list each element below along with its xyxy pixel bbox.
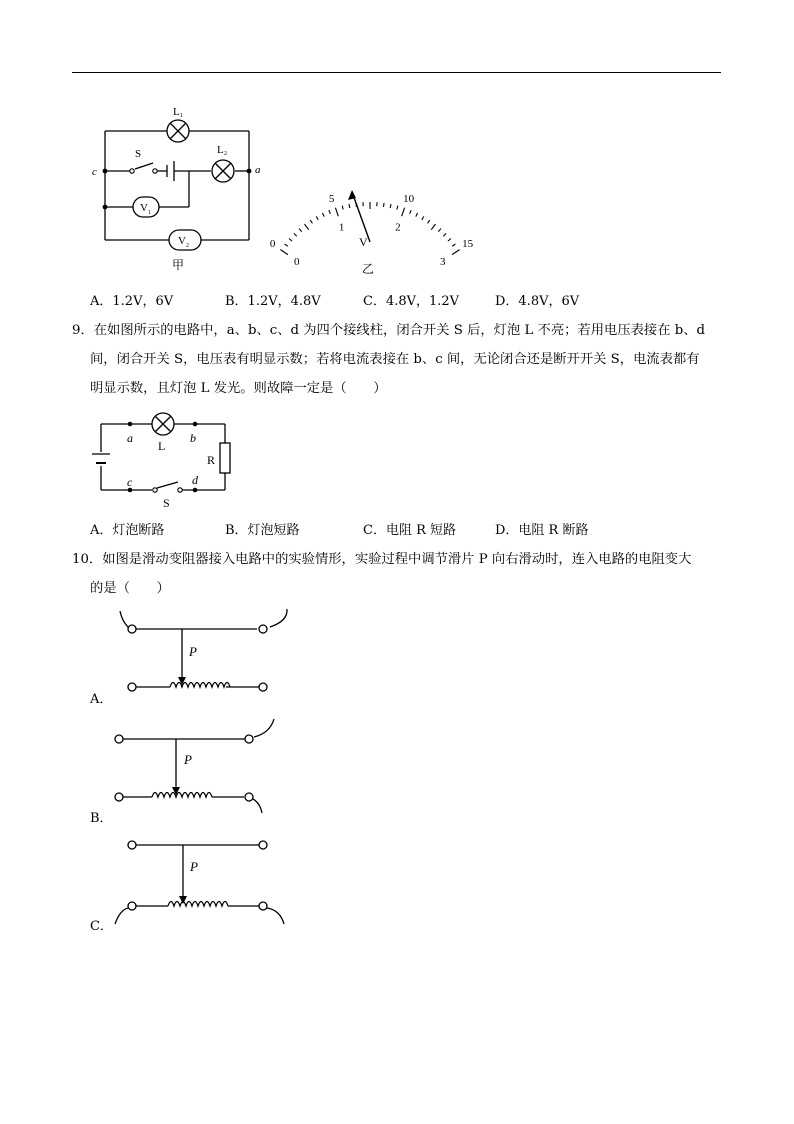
voltmeter-dial-figure [269, 160, 474, 280]
svg-text:L: L [158, 439, 166, 453]
svg-text:V: V [140, 202, 148, 214]
switch-contact-icon [130, 169, 134, 173]
dial-tick [402, 208, 405, 217]
dial-tick [397, 206, 398, 210]
q10-option-b[interactable]: B． [90, 811, 113, 826]
dial-tick [428, 220, 430, 223]
dial-tick [329, 210, 331, 214]
lamp-l2-icon [212, 160, 234, 182]
dial-tick [422, 216, 424, 219]
q9-option-c[interactable]: C．电阻 R 短路 [363, 523, 456, 538]
lamp-l1-icon [167, 120, 189, 142]
dial-tick [285, 244, 288, 246]
q9-option-a[interactable]: A．灯泡断路 [90, 523, 165, 538]
dial-label-top: 10 [403, 193, 415, 206]
resistor-r-icon [220, 443, 230, 473]
dial-tick [316, 216, 318, 219]
dial-tick [310, 220, 312, 223]
q9-option-d[interactable]: D．电阻 R 断路 [495, 523, 589, 538]
svg-text:d: d [192, 473, 198, 487]
rheostat-figure-a [112, 605, 292, 705]
rheostat-figure-b [112, 715, 292, 815]
dial-tick [335, 208, 338, 217]
switch-contact-icon [178, 488, 182, 492]
q8-option-d[interactable]: D．4.8V，6V [495, 294, 580, 309]
svg-text:P: P [190, 859, 198, 874]
svg-text:L: L [173, 106, 180, 118]
svg-text:S: S [135, 148, 142, 160]
voltmeter-v2-icon [169, 230, 201, 250]
dial-tick [438, 229, 441, 232]
q8-option-b[interactable]: B．1.2V，4.8V [225, 294, 321, 309]
dial-tick [342, 206, 343, 210]
dial-tick [448, 238, 451, 241]
svg-text:乙: 乙 [362, 262, 375, 276]
header-rule [72, 72, 721, 73]
question-10 [72, 545, 724, 603]
svg-text:b: b [190, 431, 196, 445]
q10-option-c[interactable]: C． [90, 919, 113, 934]
dial-tick [349, 204, 350, 208]
svg-text:c: c [127, 475, 133, 489]
svg-text:R: R [207, 453, 216, 467]
q10-line: 10．如图是滑动变阻器接入电路中的实验情形，实验过程中调节滑片 P 向右滑动时，连入电路的电阻变大 [72, 552, 692, 567]
circuit-figure-jia [85, 95, 275, 275]
question-9 [72, 316, 724, 403]
dial-label-bottom: 2 [395, 221, 401, 234]
dial-label-bottom: 0 [294, 255, 300, 268]
dial-label-bottom: 1 [338, 221, 345, 234]
circuit-figure-q9 [90, 410, 250, 510]
dial-tick [294, 233, 297, 236]
dial-tick [452, 244, 455, 246]
dial-tick [280, 250, 287, 255]
voltmeter-v1-icon [133, 197, 159, 217]
q8-option-c[interactable]: C．4.8V，1.2V [363, 294, 460, 309]
lamp-l-icon [152, 413, 174, 435]
dial-label-top: 5 [328, 193, 335, 206]
svg-text:V: V [359, 235, 368, 249]
svg-text:1: 1 [180, 113, 183, 119]
dial-tick [452, 250, 459, 255]
dial-tick [390, 204, 391, 208]
dial-tick [322, 213, 324, 217]
dial-tick [443, 233, 446, 236]
dial-tick [416, 213, 418, 217]
svg-text:a: a [127, 431, 133, 445]
svg-text:2: 2 [186, 243, 189, 249]
switch-contact-icon [153, 488, 157, 492]
svg-text:甲: 甲 [172, 258, 185, 272]
dial-tick [384, 203, 385, 207]
svg-text:a: a [255, 164, 261, 176]
q9-line: 间，闭合开关 S，电压表有明显示数；若将电流表接在 b、c 间，无论闭合还是断开开关 S，电流表都有 [90, 352, 700, 367]
q10-line: 的是（ ） [90, 581, 170, 596]
rheostat-figure-c [112, 832, 292, 932]
svg-text:V: V [178, 235, 186, 247]
dial-label-top: 15 [462, 238, 474, 251]
q10-option-a[interactable]: A． [90, 692, 113, 707]
svg-text:S: S [163, 496, 170, 510]
switch-contact-icon [153, 169, 157, 173]
q9-option-b[interactable]: B．灯泡短路 [225, 523, 300, 538]
svg-text:P: P [189, 644, 197, 659]
svg-text:c: c [92, 166, 97, 178]
q9-line: 明显示数，且灯泡 L 发光。则故障一定是（ ） [90, 381, 387, 396]
dial-tick [305, 224, 309, 230]
svg-text:L: L [217, 144, 224, 156]
dial-tick [289, 238, 292, 241]
dial-label-top: 0 [269, 238, 276, 251]
dial-tick [299, 229, 302, 232]
dial-tick [431, 224, 435, 230]
dial-label-bottom: 3 [439, 255, 446, 268]
dial-tick [410, 210, 412, 214]
q8-option-a[interactable]: A．1.2V，6V [90, 294, 174, 309]
svg-text:P: P [184, 752, 192, 767]
svg-text:2: 2 [224, 151, 227, 157]
svg-text:1: 1 [148, 210, 151, 216]
q9-line: 9．在如图所示的电路中，a、b、c、d 为四个接线柱，闭合开关 S 后，灯泡 L 不亮；若用电压表接在 b、d [72, 323, 706, 338]
